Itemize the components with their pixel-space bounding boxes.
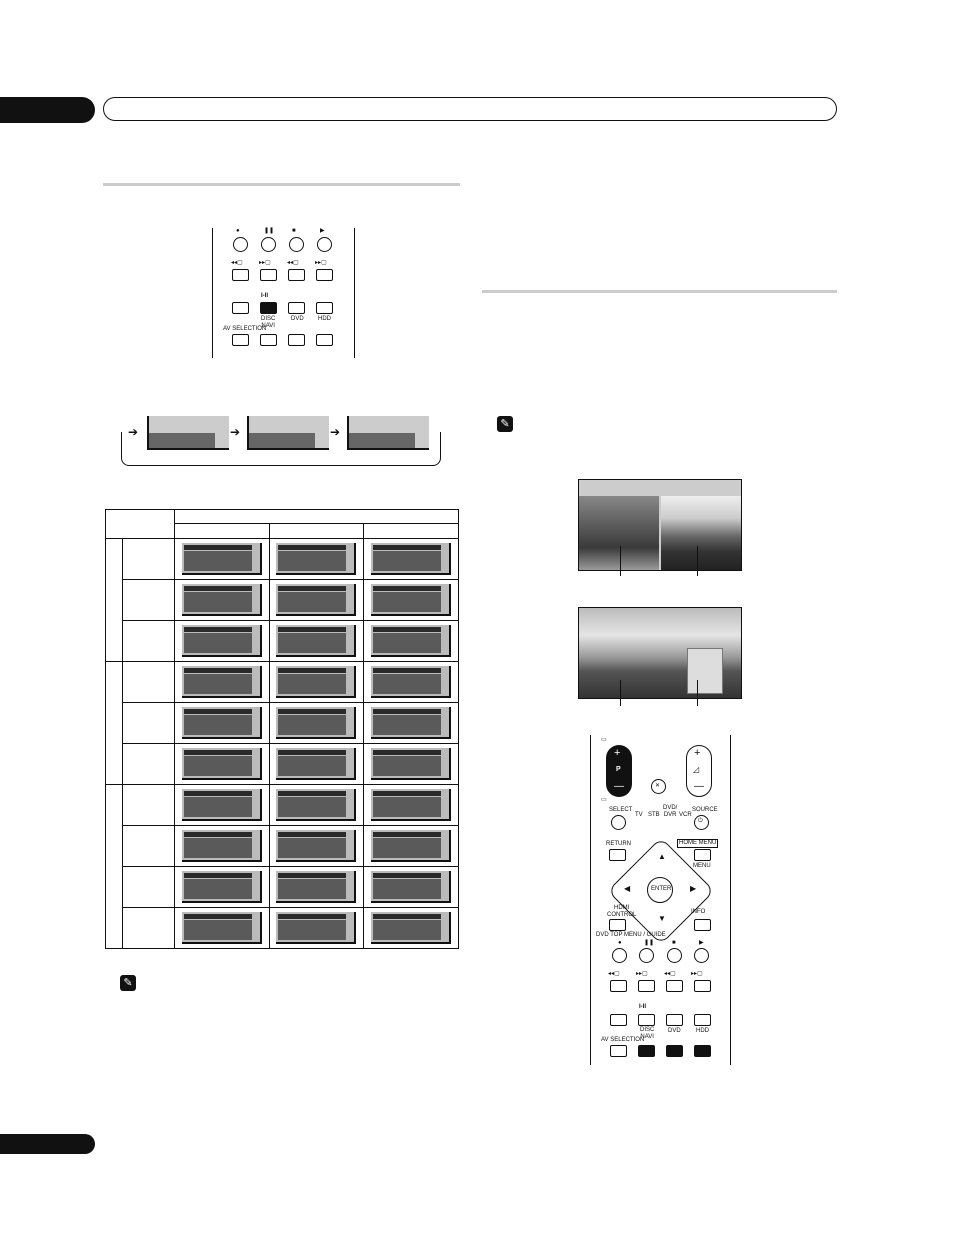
channel-up-label: +	[614, 747, 621, 759]
table-row	[106, 539, 459, 580]
source-label: SOURCE	[692, 807, 718, 813]
callout-line	[697, 546, 698, 576]
audio-label: I-II	[639, 1004, 646, 1010]
table-row	[106, 621, 459, 662]
arrow-down-icon[interactable]: ▼	[658, 914, 666, 923]
audio-label: I-II	[261, 293, 268, 299]
arrow-left-icon[interactable]: ◀	[624, 884, 631, 893]
fast-forward-icon: ▸▸▢	[691, 971, 703, 977]
arrow-right-icon: ➔	[330, 425, 341, 439]
pause-button[interactable]	[639, 948, 654, 963]
header-bar	[103, 97, 837, 121]
play-icon: ▶	[320, 228, 325, 234]
skip-forward-button[interactable]	[260, 269, 277, 281]
table-subheader-cell	[364, 524, 459, 539]
rewind-button[interactable]	[666, 980, 683, 992]
hdd-label: HDD	[696, 1028, 709, 1034]
stop-icon: ■	[672, 940, 676, 946]
home-menu-label: HOME MENU	[679, 840, 717, 846]
table-subheader-cell	[269, 524, 364, 539]
skip-forward-icon: ▸▸▢	[636, 971, 648, 977]
disc-navi-label: DISC NAVI	[261, 316, 276, 329]
table-row	[106, 662, 459, 703]
skip-back-button[interactable]	[610, 980, 627, 992]
record-icon: ●	[618, 940, 622, 946]
channel-up-icon: ▭	[601, 737, 607, 743]
flow-loop-line	[121, 432, 441, 466]
dvd-button[interactable]	[288, 302, 305, 314]
stop-button[interactable]	[289, 237, 304, 252]
pause-button[interactable]	[261, 237, 276, 252]
freeze-button[interactable]	[694, 1045, 711, 1057]
hdmi-control-button[interactable]	[609, 919, 626, 931]
audio-button[interactable]	[638, 1014, 655, 1026]
fast-forward-button[interactable]	[694, 980, 711, 992]
power-icon: ⏻	[698, 818, 703, 824]
channel-down-label: —	[614, 781, 624, 792]
table-row	[106, 785, 459, 826]
rewind-button[interactable]	[288, 269, 305, 281]
table-row	[106, 744, 459, 785]
return-label: RETURN	[606, 841, 631, 847]
fast-forward-icon: ▸▸▢	[315, 260, 327, 266]
vcr-label: VCR	[679, 812, 692, 818]
av-selection-button[interactable]	[232, 334, 249, 346]
dvd-dvr-label: DVD/ DVR	[663, 805, 678, 818]
table-row	[106, 580, 459, 621]
stop-button[interactable]	[667, 948, 682, 963]
arrow-right-icon[interactable]: ▶	[690, 884, 697, 893]
callout-line	[620, 546, 621, 576]
arrow-right-icon: ➔	[128, 425, 139, 439]
pencil-icon: ✎	[497, 416, 513, 432]
disc-navi-label: DISC NAVI	[640, 1027, 655, 1040]
menu-button[interactable]	[694, 849, 711, 861]
table-row	[106, 826, 459, 867]
channel-rocker[interactable]	[606, 745, 632, 797]
surround-button[interactable]	[232, 302, 249, 314]
pause-icon: ❚❚	[264, 228, 275, 234]
stb-label: STB	[648, 812, 660, 818]
return-button[interactable]	[609, 849, 626, 861]
section-rule-right	[482, 290, 837, 293]
chapter-tab	[0, 97, 95, 123]
page-number-tab	[0, 1134, 95, 1154]
menu-label: MENU	[693, 863, 711, 869]
split-screen-photo	[578, 479, 742, 571]
arrow-up-icon[interactable]: ▲	[658, 852, 666, 861]
p-label: P	[616, 766, 621, 773]
rewind-icon: ◂◂▢	[287, 260, 299, 266]
table-corner-cell	[106, 510, 175, 539]
freeze-button[interactable]	[316, 334, 333, 346]
remote-illustration-large	[590, 735, 731, 1065]
record-icon: ●	[236, 228, 240, 234]
callout-line	[697, 680, 698, 706]
pip-button[interactable]	[666, 1045, 683, 1057]
dvd-button[interactable]	[666, 1014, 683, 1026]
av-selection-button[interactable]	[610, 1045, 627, 1057]
pause-icon: ❚❚	[644, 940, 655, 946]
split-screen-button[interactable]	[638, 1045, 655, 1057]
hdd-label: HDD	[318, 316, 331, 322]
info-label: INFO	[691, 909, 706, 915]
split-screen-button[interactable]	[260, 334, 277, 346]
pip-button[interactable]	[288, 334, 305, 346]
pip-photo	[578, 607, 742, 699]
audio-button[interactable]	[260, 302, 277, 314]
skip-forward-button[interactable]	[638, 980, 655, 992]
record-button[interactable]	[233, 237, 248, 252]
table-row	[106, 867, 459, 908]
section-rule-left	[103, 183, 460, 186]
tv-label: TV	[635, 812, 643, 818]
remote-illustration-small	[212, 228, 355, 358]
fast-forward-button[interactable]	[316, 269, 333, 281]
screen-size-table	[105, 509, 459, 949]
skip-back-icon: ◂◂▢	[608, 971, 620, 977]
select-button[interactable]	[611, 815, 626, 830]
rewind-icon: ◂◂▢	[664, 971, 676, 977]
hdd-button[interactable]	[694, 1014, 711, 1026]
skip-back-icon: ◂◂▢	[231, 260, 243, 266]
hdd-button[interactable]	[316, 302, 333, 314]
play-button[interactable]	[317, 237, 332, 252]
stop-icon: ■	[292, 228, 296, 234]
dvd-top-menu-label: DVD TOP MENU / GUIDE	[596, 932, 666, 938]
mute-icon: ✕	[655, 783, 661, 789]
play-icon: ▶	[699, 940, 704, 946]
dvd-label: DVD	[291, 316, 304, 322]
info-button[interactable]	[694, 919, 711, 931]
table-subheader-cell	[175, 524, 270, 539]
table-row	[106, 908, 459, 949]
enter-label: ENTER	[651, 886, 672, 892]
select-label: SELECT	[609, 807, 633, 813]
skip-forward-icon: ▸▸▢	[259, 260, 271, 266]
table-row	[106, 703, 459, 744]
arrow-right-icon: ➔	[230, 425, 241, 439]
surround-button[interactable]	[610, 1014, 627, 1026]
skip-back-button[interactable]	[232, 269, 249, 281]
av-selection-label: AV SELECTION	[601, 1037, 645, 1043]
record-button[interactable]	[612, 948, 627, 963]
volume-icon: ◿	[693, 765, 700, 774]
dvd-label: DVD	[668, 1028, 681, 1034]
table-header-cell	[175, 510, 459, 524]
pencil-icon: ✎	[120, 975, 136, 991]
volume-rocker[interactable]	[686, 745, 712, 797]
av-selection-label: AV SELECTION	[223, 326, 267, 332]
channel-down-icon: ▭	[601, 797, 607, 803]
hdmi-control-label: HDMI CONTROL	[607, 905, 637, 918]
volume-down-label: —	[694, 781, 704, 792]
callout-line	[620, 680, 621, 706]
volume-up-label: +	[694, 747, 701, 759]
play-button[interactable]	[694, 948, 709, 963]
